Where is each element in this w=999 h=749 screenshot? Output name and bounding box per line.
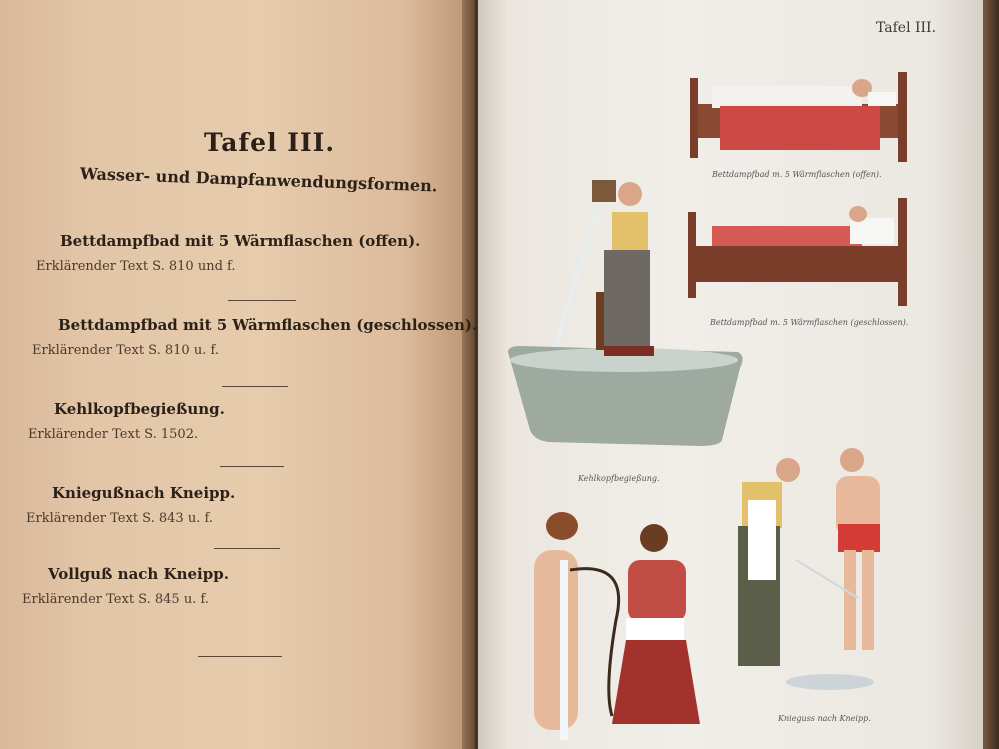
knee-affusion-illustration	[738, 448, 880, 690]
entry-reference: Erklärender Text S. 845 u. f.	[22, 592, 209, 607]
bed-illustration-open	[690, 72, 907, 162]
entry-reference: Erklärender Text S. 810 u. f.	[32, 343, 219, 358]
page-title: Tafel III.	[204, 128, 336, 157]
caption-bed-closed: Bettdampfbad m. 5 Wärmflaschen (geschlossen).	[710, 318, 909, 327]
caption-knee-affusion: Knieguss nach Kneipp.	[778, 714, 871, 723]
bathtub-illustration	[508, 180, 743, 446]
entry-reference: Erklärender Text S. 1502.	[28, 427, 199, 442]
entry-reference: Erklärender Text S. 810 und f.	[36, 259, 236, 274]
entry-heading: Bettdampfbad mit 5 Wärmflaschen (geschlossen).	[58, 316, 478, 334]
entry-reference: Erklärender Text S. 843 u. f.	[26, 511, 213, 526]
plate-label: Tafel III.	[876, 20, 937, 36]
entry-heading: Vollguß nach Kneipp.	[48, 565, 229, 583]
page-subtitle: Wasser- und Dampfanwendungsformen.	[79, 164, 438, 196]
entry-heading: Kehlkopfbegießung.	[54, 400, 225, 418]
entry-heading: Bettdampfbad mit 5 Wärmflaschen (offen).	[60, 232, 421, 250]
caption-larynx-affusion: Kehlkopfbegießung.	[578, 474, 660, 483]
entry-heading: Kniegußnach Kneipp.	[52, 484, 236, 502]
bed-illustration-closed	[688, 198, 907, 306]
caption-bed-open: Bettdampfbad m. 5 Wärmflaschen (offen).	[712, 170, 882, 179]
women-illustration	[534, 512, 700, 740]
